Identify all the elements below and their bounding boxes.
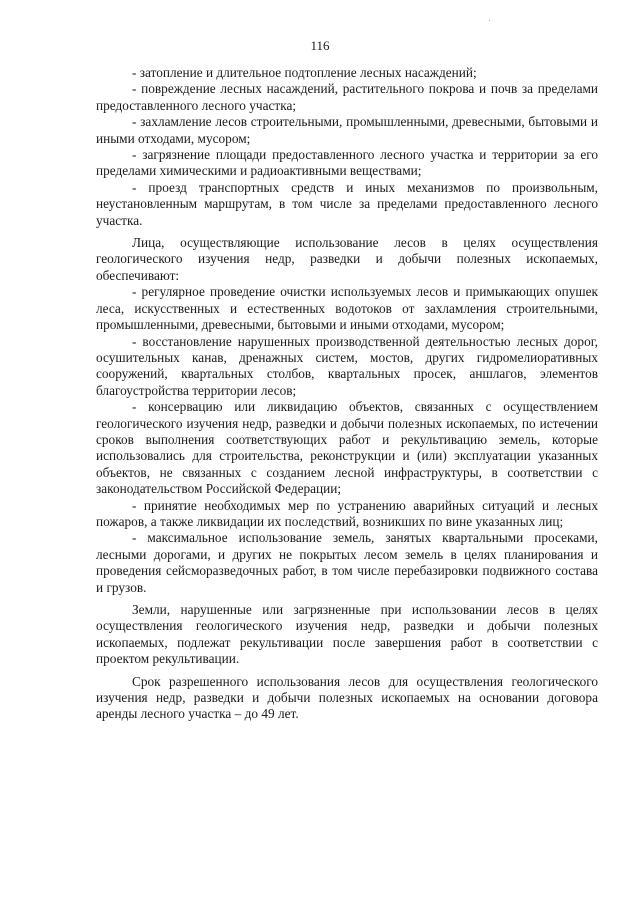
paragraph-conservation: - консервацию или ликвидацию объектов, связанных с осуществлением геологического изучения недр, разведки и добычи полезных ископаемых, по истечении сроков выполнения соответствующих работ и рекультивацию земель, которые использовались для строительства, реконструкции и (или) эксплуатации указанных объектов, не связанных с созданием лесной инфраструктуры, в соответствии с законодательством Российской Федерации;: [96, 399, 598, 497]
page-number: 116: [310, 38, 330, 53]
paragraph-restoration: - восстановление нарушенных производственной деятельностью лесных дорог, осушительных канав, дренажных систем, мостов, других гидромелиоративных сооружений, квартальных столбов, квартальных просек, аншлагов, элементов благоустройства территории лесов;: [96, 333, 598, 398]
document-body: [96, 65, 598, 723]
paragraph-cleaning: - регулярное проведение очистки используемых лесов и примыкающих опушек леса, искусственных и естественных водотоков от захламления строительными, промышленными, древесными, бытовыми и иными отходами, мусором;: [96, 284, 598, 333]
paragraph-land-use: - максимальное использование земель, занятых квартальными просеками, лесными дорогами, и других не покрытых лесом земель в целях планирования и проведения сейсморазведочных работ, в том числе перебазировки подвижного состава и грузов.: [96, 530, 598, 595]
paragraph-term: Срок разрешенного использования лесов для осуществления геологического изучения недр, разведки и добычи полезных ископаемых на основании договора аренды лесного участка – до 49 лет.: [96, 673, 598, 722]
paragraph-littering: - захламление лесов строительными, промышленными, древесными, бытовыми и иными отходами, мусором;: [96, 114, 598, 146]
paragraph-emergency: - принятие необходимых мер по устранению аварийных ситуаций и лесных пожаров, а также ликвидации их последствий, возникших по вине указанных лиц;: [96, 497, 598, 529]
paragraph-flooding: - затопление и длительное подтопление лесных насаждений;: [132, 65, 477, 80]
paragraph-pollution: - загрязнение площади предоставленного лесного участка и территории за его пределами химическими и радиоактивными веществами;: [96, 147, 598, 179]
paragraph-obligations-intro: Лица, осуществляющие использование лесов в целях осуществления геологического изучения недр, разведки и добычи полезных ископаемых, обеспечивают:: [96, 235, 598, 283]
paragraph-recultivation: Земли, нарушенные или загрязненные при использовании лесов в целях осуществления геологического изучения недр, разведки и добычи полезных ископаемых, подлежат рекультивации после завершения работ в соответствии с проектом рекультивации.: [96, 602, 598, 667]
paragraph-damage: - повреждение лесных насаждений, растительного покрова и почв за пределами предоставленного лесного участка;: [96, 81, 598, 113]
scan-speck: [489, 20, 490, 21]
paragraph-vehicles: - проезд транспортных средств и иных механизмов по произвольным, неустановленным маршрутам, в том числе за пределами предоставленного лесного участка.: [96, 179, 598, 228]
